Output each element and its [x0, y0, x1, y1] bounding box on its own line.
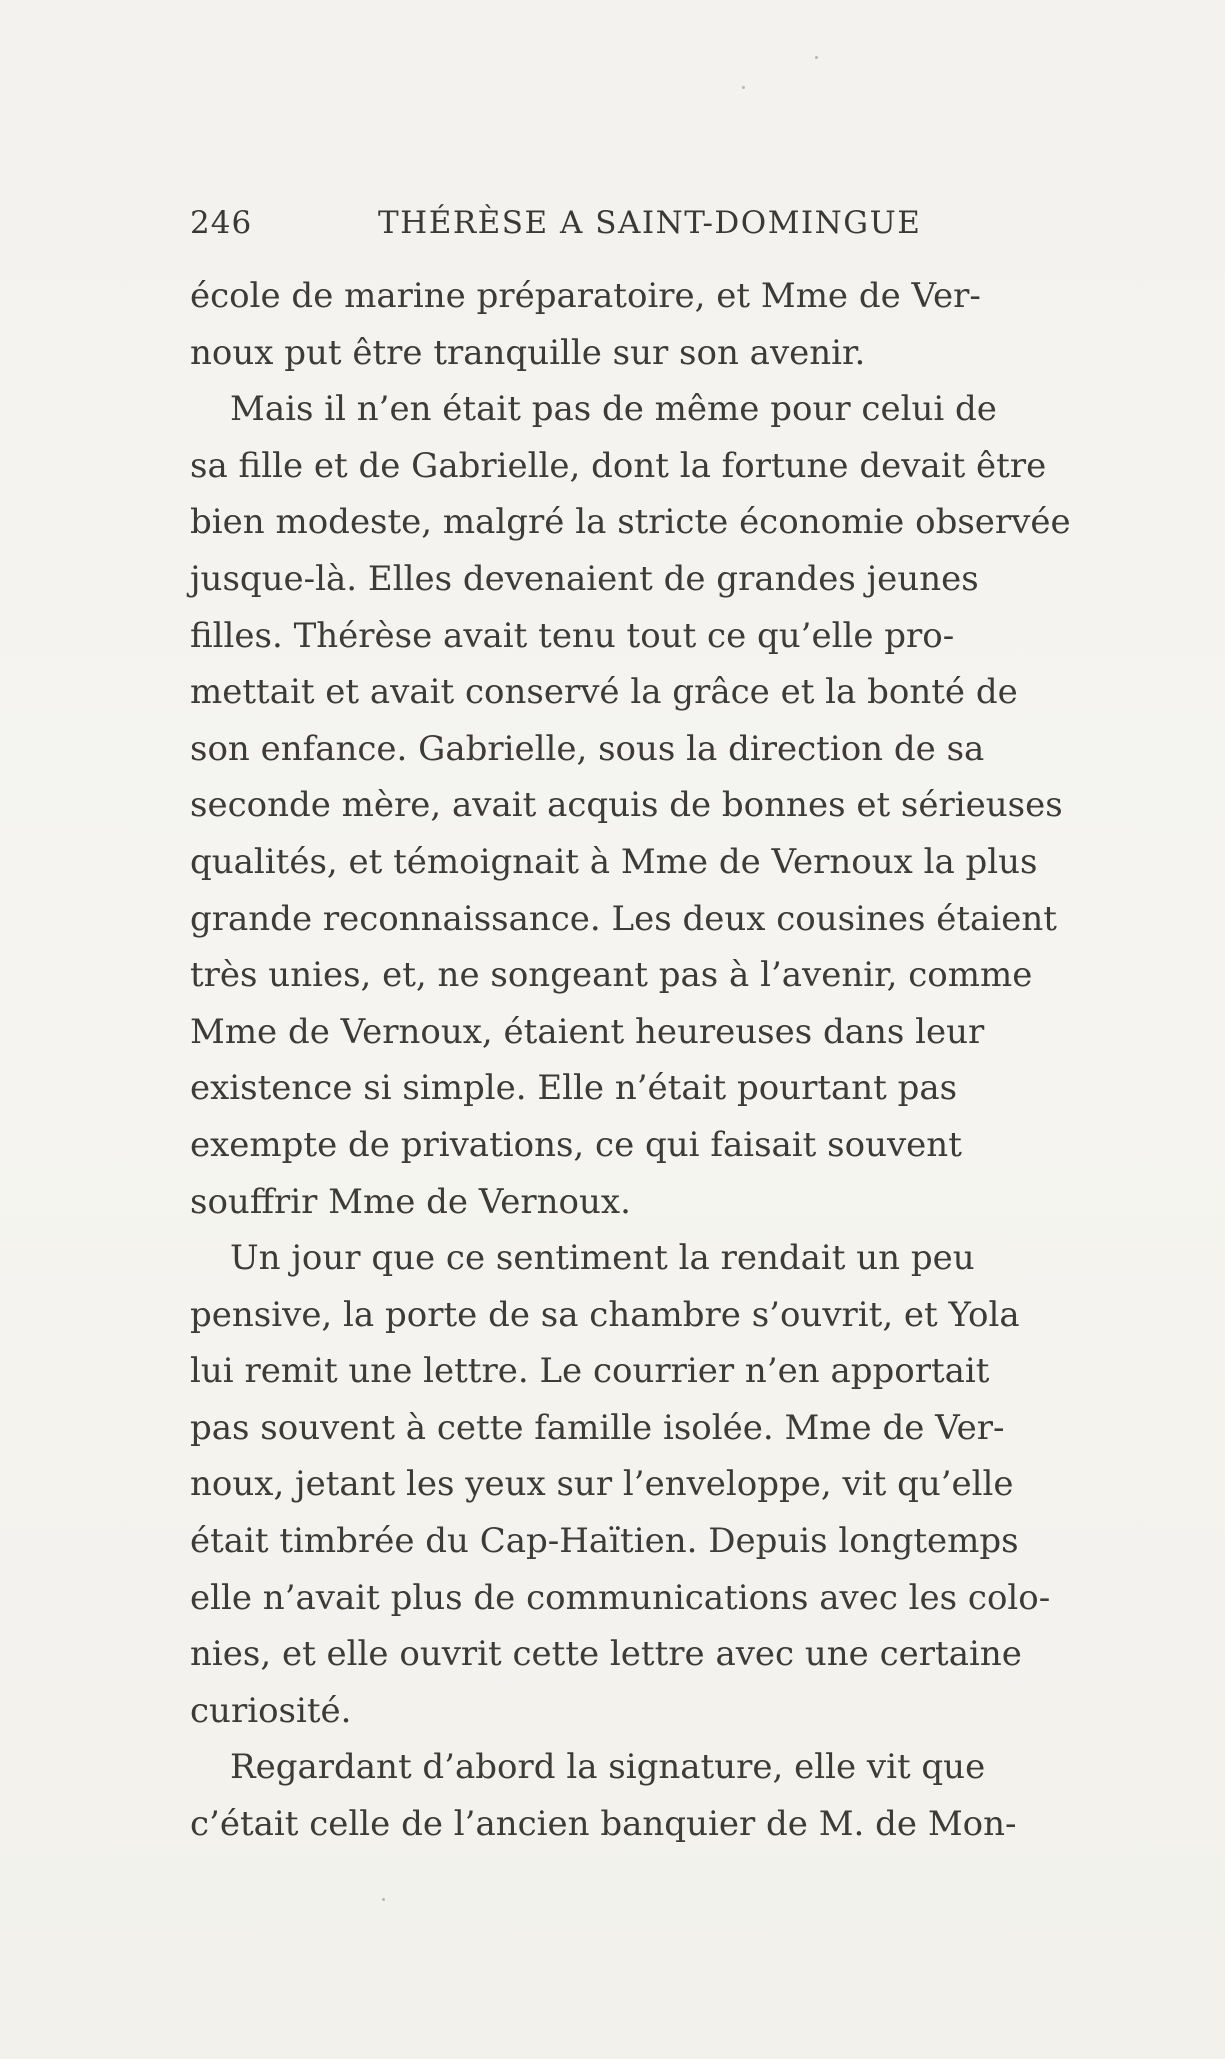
paragraph: Mais il n’en était pas de même pour celui de sa fille et de Gabrielle, dont la fortune devait être bien modeste, malgré la stricte économie observée jusque-là. Elles devenaient de grandes jeunes filles. Thérèse avait tenu tout ce qu’elle pro- mettait et avait conservé la grâce et la bonté de son enfance. Gabrielle, sous la direction de sa seconde mère, avait acquis de bonnes et sérieuses qualités, et témoignait à Mme de Vernoux la plus grande reconnaissance. Les deux cousines étaient très unies, et, ne songeant pas à l’avenir, comme Mme de Vernoux, étaient heureuses dans leur existence si simple. Elle n’était pourtant pas exempte de privations, ce qui faisait souvent souffrir Mme de Vernoux. — [190, 389, 1071, 1222]
paragraph: Regardant d’abord la signature, elle vit que c’était celle de l’ancien banquier de M. de Mon- — [190, 1747, 1017, 1845]
running-title: THÉRÈSE A SAINT-DOMINGUE — [378, 205, 922, 241]
paper-speck — [382, 1898, 385, 1901]
paper-speck — [742, 86, 745, 89]
page-header — [190, 205, 1110, 255]
paragraph-continuation: école de marine préparatoire, et Mme de Ver- noux put être tranquille sur son avenir. — [190, 276, 981, 373]
paper-speck — [815, 56, 818, 59]
page-number: 246 — [190, 205, 253, 241]
body-text — [190, 268, 1112, 1853]
paragraph: Un jour que ce sentiment la rendait un peu pensive, la porte de sa chambre s’ouvrit, et Yola lui remit une lettre. Le courrier n’en apportait pas souvent à cette famille isolée. Mme de Ver- noux, jetant les yeux sur l’enveloppe, vit qu’elle était timbrée du Cap-Haïtien. Depuis longtemps elle n’avait plus de communications avec les colo- nies, et elle ouvrit cette lettre avec une certaine curiosité. — [190, 1238, 1051, 1731]
